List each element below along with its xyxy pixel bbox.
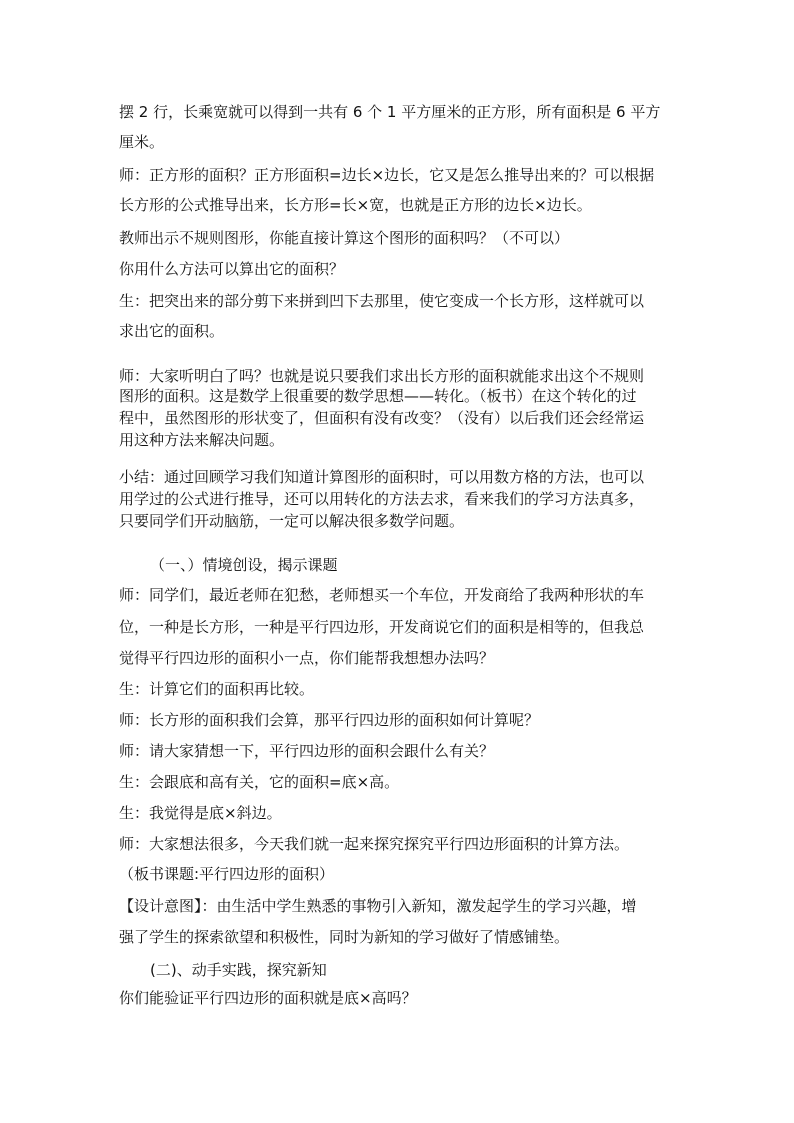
text-line: 程中，虽然图形的形状变了，但面积有没有改变？（没有）以后我们还会经常运 xyxy=(119,409,645,427)
text-line: 厘米。 xyxy=(119,133,165,151)
text-line: 教师出示不规则图形，你能直接计算这个图形的面积吗？（不可以） xyxy=(119,229,570,247)
text-line: 师：大家想法很多，今天我们就一起来探究探究平行四边形面积的计算方法。 xyxy=(119,835,630,853)
text-line: 位，一种是长方形，一种是平行四边形，开发商说它们的面积是相等的，但我总 xyxy=(119,618,645,636)
text-line: 师：同学们，最近老师在犯愁，老师想买一个车位，开发商给了我两种形状的车 xyxy=(119,586,645,604)
section-heading: （一、）情境创设，揭示课题 xyxy=(150,556,338,574)
text-line: 图形的面积。这是数学上很重要的数学思想——转化。（板书）在这个转化的过 xyxy=(119,387,637,405)
section-heading: (二)、动手实践，探究新知 xyxy=(150,961,327,979)
text-line: 求出它的面积。 xyxy=(119,322,225,340)
text-line: 你们能验证平行四边形的面积就是底×高吗？ xyxy=(119,989,417,1007)
summary-line: 用学过的公式进行推导，还可以用转化的方法去求，看来我们的学习方法真多， xyxy=(119,490,645,508)
text-line: 用这种方法来解决问题。 xyxy=(119,431,285,449)
text-line: 师：正方形的面积？正方形面积=边长×边长，它又是怎么推导出来的？可以根据 xyxy=(119,166,655,184)
summary-line: 小结：通过回顾学习我们知道计算图形的面积时，可以用数方格的方法，也可以 xyxy=(119,468,645,486)
text-line: 生：我觉得是底×斜边。 xyxy=(119,804,282,822)
text-line: 师：请大家猜想一下，平行四边形的面积会跟什么有关？ xyxy=(119,742,495,760)
text-line: 长方形的公式推导出来，长方形=长×宽，也就是正方形的边长×边长。 xyxy=(119,196,592,214)
text-line: （板书课题:平行四边形的面积） xyxy=(119,865,335,883)
summary-line: 只要同学们开动脑筋，一定可以解决很多数学问题。 xyxy=(119,512,465,530)
text-line: 生：计算它们的面积再比较。 xyxy=(119,680,315,698)
design-intent-line: 【设计意图】：由生活中学生熟悉的事物引入新知，激发起学生的学习兴趣，增 xyxy=(119,897,637,915)
text-line: 生：会跟底和高有关，它的面积=底×高。 xyxy=(119,773,400,791)
text-line: 师：长方形的面积我们会算，那平行四边形的面积如何计算呢？ xyxy=(119,711,540,729)
text-line: 觉得平行四边形的面积小一点，你们能帮我想想办法吗？ xyxy=(119,649,495,667)
text-line: 师：大家听明白了吗？也就是说只要我们求出长方形的面积就能求出这个不规则 xyxy=(119,367,645,385)
text-line: 生：把突出来的部分剪下来拼到凹下去那里，使它变成一个长方形，这样就可以 xyxy=(119,292,645,310)
design-intent-line: 强了学生的探索欲望和积极性，同时为新知的学习做好了情感铺垫。 xyxy=(119,928,570,946)
text-line: 你用什么方法可以算出它的面积？ xyxy=(119,260,345,278)
text-line: 摆 2 行，长乘宽就可以得到一共有 6 个 1 平方厘米的正方形，所有面积是 6 平方 xyxy=(119,103,661,121)
